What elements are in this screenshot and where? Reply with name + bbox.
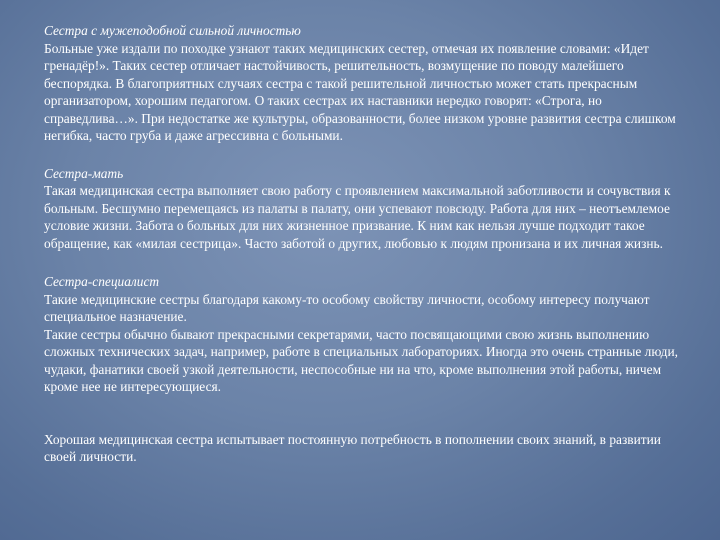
section-title: Сестра-мать: [44, 165, 124, 181]
slide-text-body: [44, 22, 694, 466]
section-specialist-nurse: [44, 273, 694, 396]
section-masculine-nurse: [44, 22, 694, 145]
section-paragraph: Больные уже издали по походке узнают таких медицинских сестер, отмечая их появление словами: «Идет гренадёр!». Таких сестер отличает настойчивость, решительность, возмущение по поводу малейшего беспорядка. В благоприятных случаях сестра с такой решительной личностью может стать прекрасным организатором, хорошим педагогом. О таких сестрах их наставники нередко говорят: «Строга, но справедлива…». При недостатке же культуры, образованности, более низком уровне развития сестра слишком негибка, часто груба и даже агрессивна с больными.: [44, 40, 676, 143]
section-paragraph: Такие сестры обычно бывают прекрасными секретарями, часто посвящающими свою жизнь выполнению сложных технических задач, например, работе в специальных лабораториях. Иногда это очень странные люди, чудаки, фанатики своей узкой деятельности, неспособные ни на что, кроме выполнения этой работы, ничем кроме нее не интересующиеся.: [44, 326, 678, 394]
conclusion: [44, 431, 694, 466]
section-mother-nurse: [44, 165, 694, 253]
section-paragraph: Такие медицинские сестры благодаря какому-то особому свойству личности, особому интересу получают специальное назначение.: [44, 291, 650, 324]
section-title: Сестра-специалист: [44, 274, 160, 289]
section-title: Сестра с мужеподобной сильной личностью: [44, 23, 301, 38]
conclusion-text: Хорошая медицинская сестра испытывает постоянную потребность в пополнении своих знаний, в развитии своей личности.: [44, 431, 661, 464]
section-paragraph: Такая медицинская сестра выполняет свою работу с проявлением максимальной заботливости и сочувствия к больным. Бесшумно перемещаясь из палаты в палату, они успевают повсюду. Работа для них – неотъемлемое условие жизни. Забота о больных для них жизненное призвание. К ним как нельзя лучше подходит такое обращение, как «милая сестрица». Часто заботой о других, любовью к людям пронизана и их личная жизнь.: [44, 183, 671, 251]
